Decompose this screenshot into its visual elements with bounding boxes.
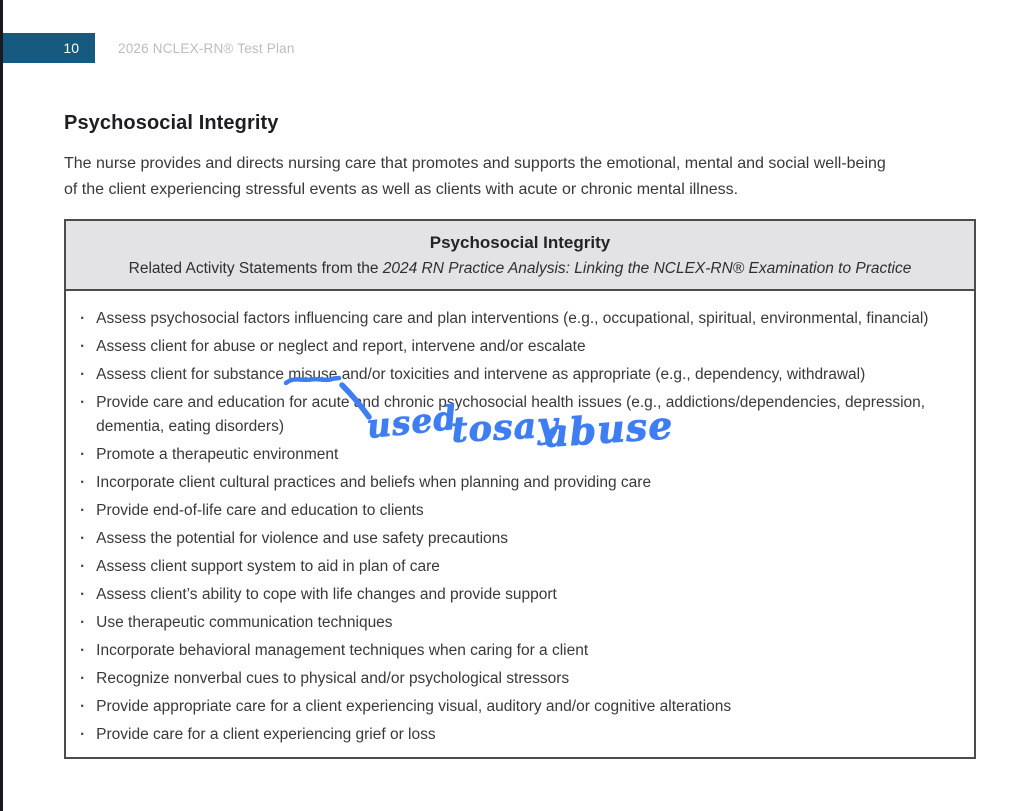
list-item-text: Incorporate behavioral management techniques when caring for a client	[96, 642, 589, 659]
bullet-icon: ·	[80, 502, 86, 519]
ink-word-abuse: abuse	[542, 402, 675, 456]
list-item-text: Assess psychosocial factors influencing care and plan interventions (e.g., occupational, spiritual, environmental, financial)	[96, 310, 929, 327]
list-item-text: Provide appropriate care for a client experiencing visual, auditory and/or cognitive alterations	[96, 698, 732, 715]
list-item	[80, 583, 962, 607]
list-item-text: Assess client’s ability to cope with life changes and provide support	[96, 586, 557, 603]
bullet-icon: ·	[80, 614, 86, 631]
table-header	[66, 221, 974, 291]
table-body	[66, 291, 974, 757]
intro-line-2: of the client experiencing stressful events as well as clients with acute or chronic mental illness.	[64, 181, 739, 198]
activity-statements-table	[64, 219, 976, 759]
list-item	[80, 499, 962, 523]
list-item-text: Recognize nonverbal cues to physical and/or psychological stressors	[96, 670, 570, 687]
list-item	[80, 471, 962, 495]
list-item-text: Provide care for a client experiencing grief or loss	[96, 726, 436, 743]
list-item	[80, 695, 962, 719]
list-item	[80, 527, 962, 551]
list-item	[80, 307, 962, 331]
list-item	[80, 639, 962, 663]
list-item	[80, 391, 962, 439]
running-header	[3, 33, 295, 63]
section-intro	[64, 151, 976, 203]
bullet-icon: ·	[80, 338, 86, 355]
intro-line-1: The nurse provides and directs nursing care that promotes and supports the emotional, mental and social well-being	[64, 155, 886, 172]
section-heading: Psychosocial Integrity	[64, 112, 279, 134]
list-item-text: Provide end-of-life care and education to clients	[96, 502, 424, 519]
bullet-icon: ·	[80, 366, 86, 383]
list-item-text: Use therapeutic communication techniques	[96, 614, 393, 631]
main-content	[64, 104, 976, 759]
bullet-icon: ·	[80, 558, 86, 575]
list-item	[80, 335, 962, 359]
bullet-icon: ·	[80, 642, 86, 659]
list-item-text: Assess the potential for violence and use safety precautions	[96, 530, 509, 547]
activity-list	[80, 307, 962, 747]
bullet-icon: ·	[80, 310, 86, 327]
table-subtitle-source: 2024 RN Practice Analysis: Linking the NCLEX-RN® Examination to Practice	[382, 260, 912, 277]
bullet-icon: ·	[80, 446, 86, 463]
list-item	[80, 611, 962, 635]
bullet-icon: ·	[80, 394, 86, 411]
list-item	[80, 363, 962, 387]
bullet-icon: ·	[80, 670, 86, 687]
list-item	[80, 443, 962, 467]
list-item-text: Provide care and education for acute and chronic psychosocial health issues (e.g., addictions/dependencies, depression, dementia, eating disorders)	[96, 394, 926, 435]
document-title: 2026 NCLEX-RN® Test Plan	[118, 40, 295, 56]
bullet-icon: ·	[80, 698, 86, 715]
list-item-text: Assess client for abuse or neglect and report, intervene and/or escalate	[96, 338, 586, 355]
list-item	[80, 723, 962, 747]
bullet-icon: ·	[80, 726, 86, 743]
bullet-icon: ·	[80, 586, 86, 603]
list-item-text: Assess client support system to aid in plan of care	[96, 558, 440, 575]
table-subtitle	[76, 260, 964, 278]
ink-word-tosay: tosay	[450, 404, 560, 451]
list-item-text: Promote a therapeutic environment	[96, 446, 339, 463]
page-number: 10	[63, 40, 79, 56]
ink-word-used: used	[364, 397, 459, 446]
page-number-badge	[3, 33, 95, 63]
list-item	[80, 667, 962, 691]
list-item-text: Assess client for substance misuse and/or toxicities and intervene as appropriate (e.g., dependency, withdrawal)	[96, 366, 866, 383]
table-subtitle-prefix: Related Activity Statements from the	[128, 260, 383, 277]
list-item	[80, 555, 962, 579]
list-item-text: Incorporate client cultural practices and beliefs when planning and providing care	[96, 474, 652, 491]
table-title: Psychosocial Integrity	[429, 233, 611, 252]
bullet-icon: ·	[80, 474, 86, 491]
bullet-icon: ·	[80, 530, 86, 547]
page-edge-rule	[0, 0, 3, 811]
